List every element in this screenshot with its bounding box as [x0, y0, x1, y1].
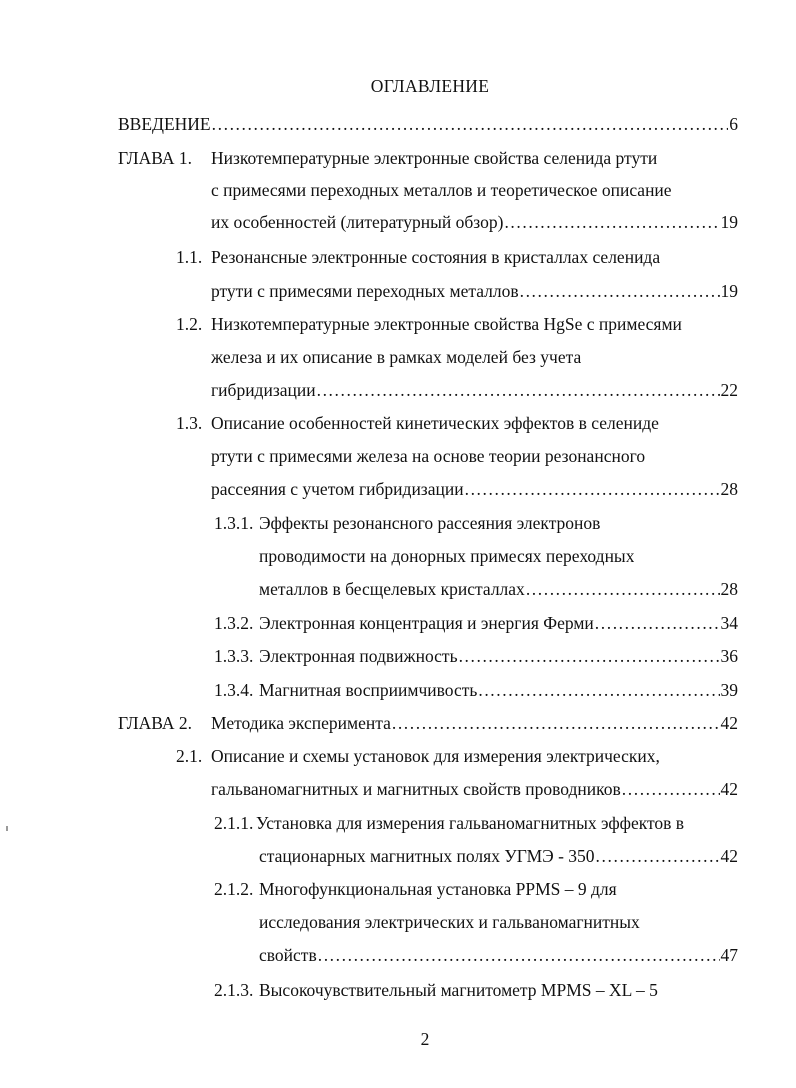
toc-entry-title: Методика эксперимента — [211, 713, 391, 733]
toc-entry-page: 22 — [720, 380, 738, 400]
toc-entry-section-1-3-last-line[interactable] — [211, 479, 738, 500]
toc-chapter-number: ГЛАВА 2. — [118, 713, 193, 733]
toc-entry-subsection-1-3-1-line[interactable]: проводимости на донорных примесях переходных — [259, 546, 635, 566]
toc-entry-subsection-1-3-1-last-line[interactable] — [259, 579, 738, 600]
dot-leader — [520, 281, 720, 302]
toc-section-number: 2.1. — [176, 746, 203, 766]
dot-leader — [622, 779, 720, 800]
dot-leader — [526, 579, 720, 600]
toc-entry-page: 36 — [720, 646, 738, 666]
toc-entry-page: 47 — [720, 945, 738, 965]
toc-entry-chapter-1-line[interactable]: Низкотемпературные электронные свойства селенида ртути — [211, 148, 658, 168]
toc-chapter-number: ГЛАВА 1. — [118, 148, 193, 168]
toc-entry-subsection-1-3-1-line[interactable]: Эффекты резонансного рассеяния электронов — [259, 513, 601, 533]
toc-section-number: 1.2. — [176, 314, 203, 334]
toc-entry-page: 19 — [720, 212, 738, 232]
toc-entry-title: металлов в бесщелевых кристаллах — [259, 579, 525, 599]
dot-leader — [596, 846, 720, 867]
dot-leader — [392, 713, 720, 734]
toc-entry-page: 28 — [720, 479, 738, 499]
toc-entry-subsection-1-3-2[interactable] — [259, 613, 738, 634]
toc-entry-title: ртути с примесями переходных металлов — [211, 281, 519, 301]
toc-entry-section-1-1-line[interactable]: Резонансные электронные состояния в кристаллах селенида — [211, 247, 661, 267]
toc-entry-section-1-2-line[interactable]: железа и их описание в рамках моделей без учета — [211, 347, 582, 367]
toc-entry-title: Электронная подвижность — [259, 646, 458, 666]
dot-leader — [504, 212, 719, 233]
toc-entry-title: рассеяния с учетом гибридизации — [211, 479, 464, 499]
toc-entry-subsection-1-3-3[interactable] — [259, 646, 738, 667]
toc-entry-section-1-1-last-line[interactable] — [211, 281, 738, 302]
toc-entry-page: 42 — [720, 779, 738, 799]
toc-entry-title: стационарных магнитных полях УГМЭ - 350 — [259, 846, 595, 866]
toc-section-number: 1.1. — [176, 247, 203, 267]
toc-entry-chapter-1-last-line[interactable] — [211, 212, 738, 233]
toc-subsection-number: 1.3.2. — [214, 613, 254, 633]
page-title: ОГЛАВЛЕНИЕ — [370, 76, 490, 96]
toc-subsection-number: 2.1.3. — [214, 980, 254, 1000]
dot-leader — [459, 646, 720, 667]
toc-entry-title: Электронная концентрация и энергия Ферми — [259, 613, 594, 633]
toc-entry-title: гибридизации — [211, 380, 316, 400]
toc-entry-title: их особенностей (литературный обзор) — [211, 212, 504, 232]
toc-entry-section-1-2-last-line[interactable] — [211, 380, 738, 401]
toc-entry-section-2-1-line[interactable]: Описание и схемы установок для измерения электрических, — [211, 746, 660, 766]
toc-entry-subsection-2-1-2-line[interactable]: Многофункциональная установка PPMS – 9 для — [259, 879, 617, 899]
toc-entry-page: 39 — [720, 680, 738, 700]
toc-subsection-number: 1.3.1. — [214, 513, 254, 533]
toc-section-number: 1.3. — [176, 413, 203, 433]
toc-entry-page: 42 — [720, 713, 738, 733]
toc-entry-title: свойств — [259, 945, 317, 965]
toc-subsection-number: 1.3.3. — [214, 646, 254, 666]
toc-entry-section-1-2-line[interactable]: Низкотемпературные электронные свойства HgSe с примесями — [211, 314, 682, 334]
toc-entry-subsection-2-1-2-line[interactable]: исследования электрических и гальваномагнитных — [259, 912, 640, 932]
dot-leader — [317, 380, 720, 401]
toc-entry-title: ВВЕДЕНИЕ — [118, 114, 211, 134]
toc-entry-subsection-2-1-2-last-line[interactable] — [259, 945, 738, 966]
toc-entry-subsection-2-1-1-line[interactable]: Установка для измерения гальваномагнитных эффектов в — [256, 813, 685, 833]
scan-speck — [6, 826, 8, 831]
toc-entry-subsection-2-1-3-line[interactable]: Высокочувствительный магнитометр MPMS – XL – 5 — [259, 980, 658, 1000]
toc-entry-page: 42 — [720, 846, 738, 866]
toc-entry-introduction[interactable] — [118, 114, 738, 135]
toc-entry-page: 28 — [720, 579, 738, 599]
page-number: 2 — [420, 1029, 430, 1049]
toc-entry-chapter-2[interactable] — [211, 713, 738, 734]
toc-subsection-number: 1.3.4. — [214, 680, 254, 700]
toc-entry-chapter-1-line[interactable]: с примесями переходных металлов и теоретическое описание — [211, 180, 672, 200]
toc-entry-section-2-1-last-line[interactable] — [211, 779, 738, 800]
dot-leader — [318, 945, 720, 966]
toc-entry-subsection-2-1-1-last-line[interactable] — [259, 846, 738, 867]
toc-entry-page: 6 — [729, 114, 738, 134]
dot-leader — [478, 680, 719, 701]
toc-entry-page: 19 — [720, 281, 738, 301]
toc-entry-section-1-3-line[interactable]: ртути с примесями железа на основе теории резонансного — [211, 446, 646, 466]
dot-leader — [595, 613, 720, 634]
dot-leader — [465, 479, 720, 500]
toc-entry-title: гальваномагнитных и магнитных свойств проводников — [211, 779, 621, 799]
toc-entry-title: Магнитная восприимчивость — [259, 680, 478, 700]
dot-leader — [212, 114, 729, 135]
toc-entry-page: 34 — [720, 613, 738, 633]
toc-entry-section-1-3-line[interactable]: Описание особенностей кинетических эффектов в селениде — [211, 413, 659, 433]
toc-subsection-number: 2.1.2. — [214, 879, 254, 899]
toc-subsection-number: 2.1.1. — [214, 813, 254, 833]
toc-entry-subsection-1-3-4[interactable] — [259, 680, 738, 701]
